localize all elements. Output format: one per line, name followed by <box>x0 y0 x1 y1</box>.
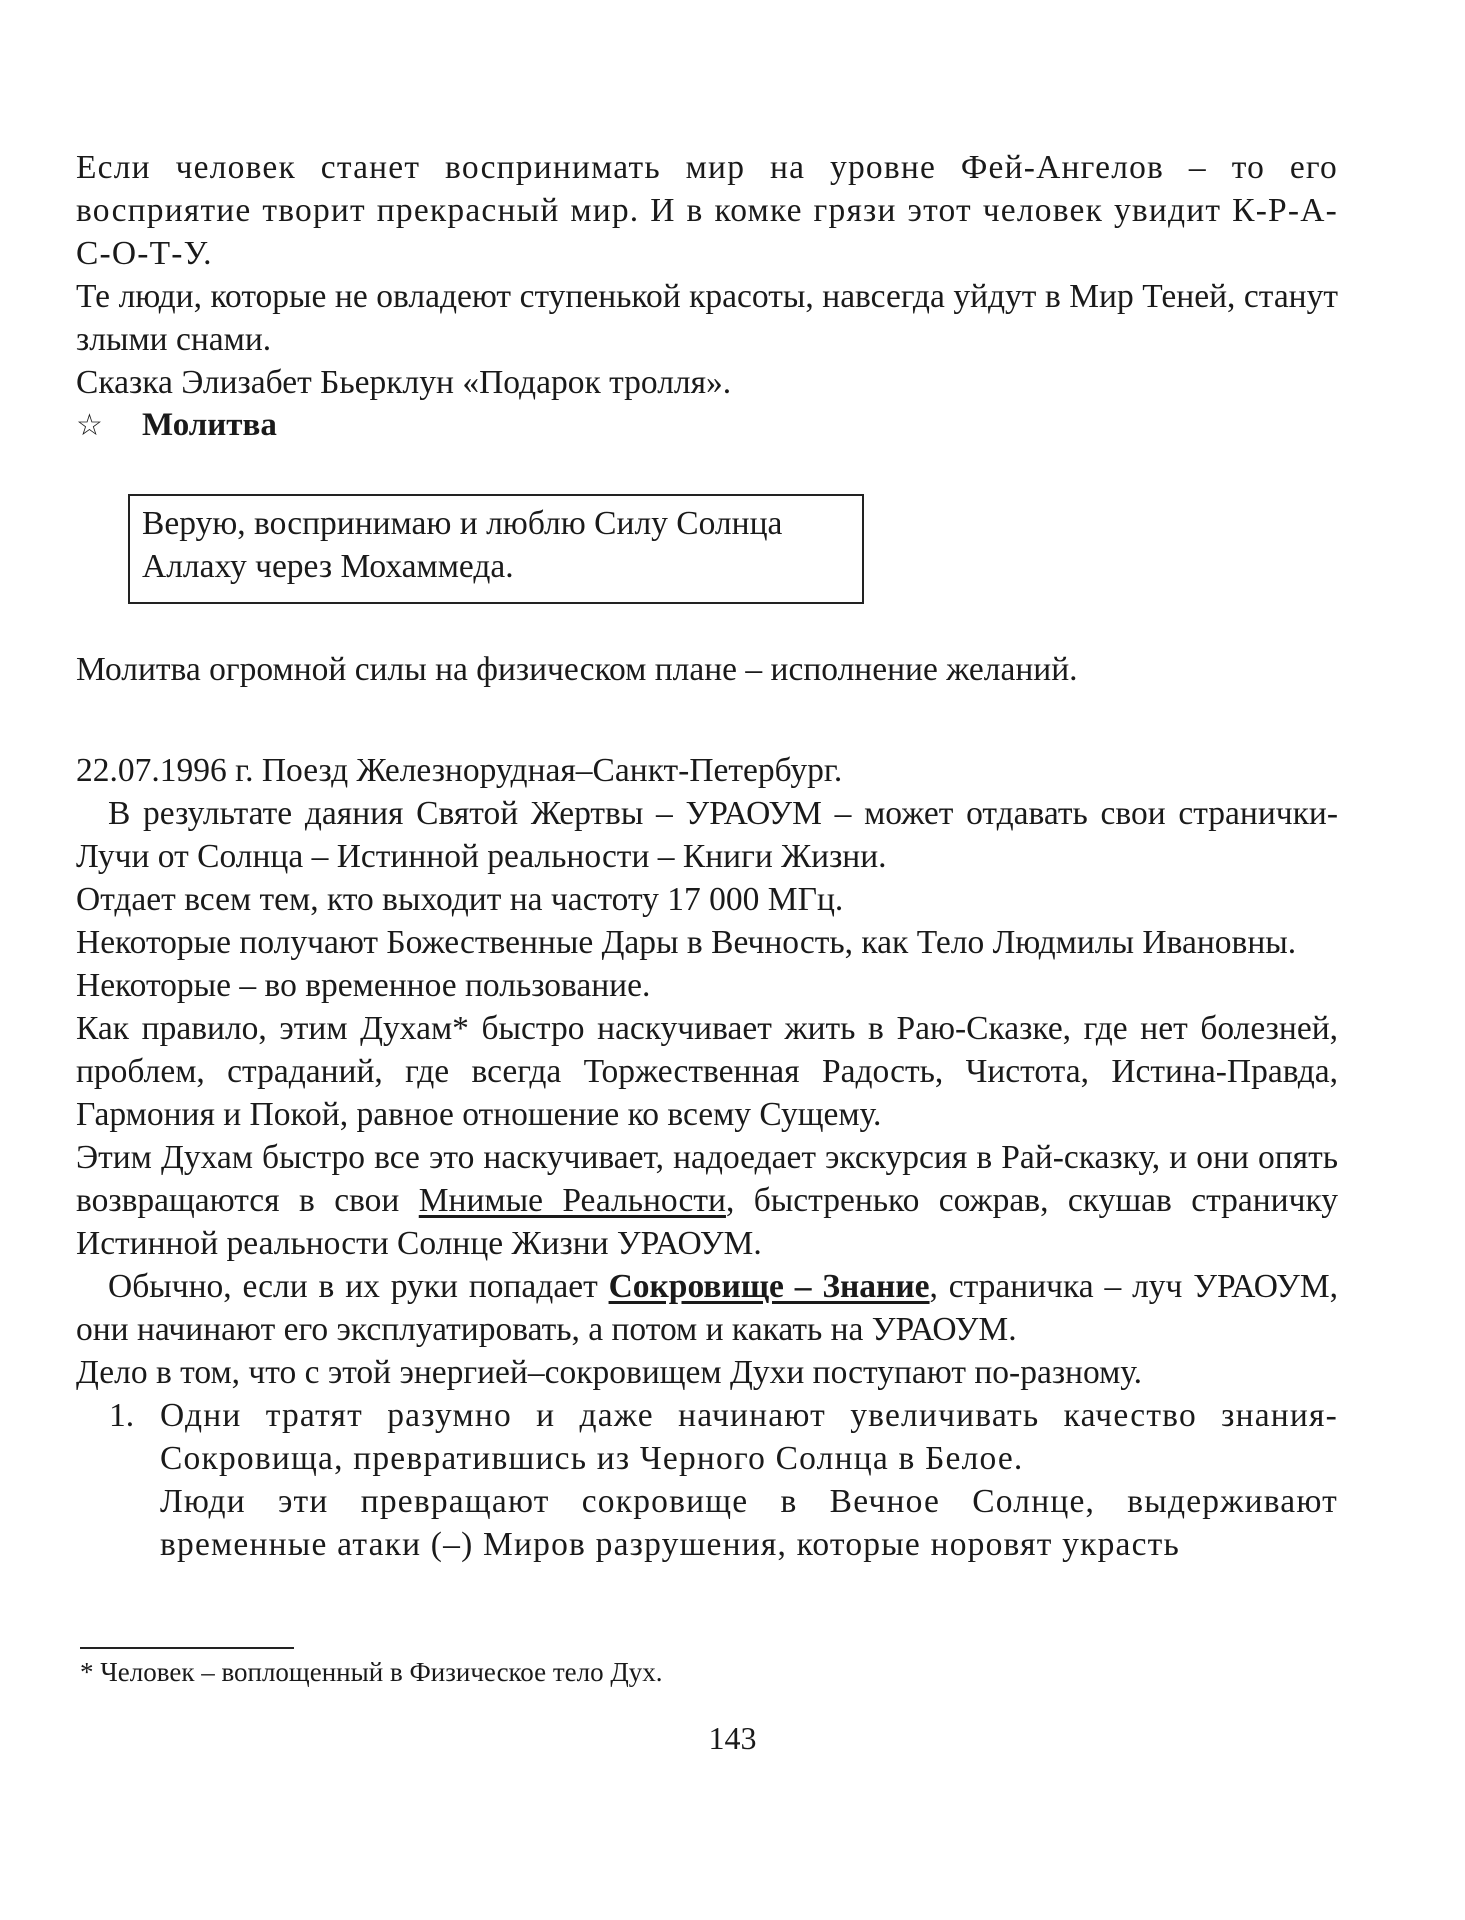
text-run: Обычно, если в их руки попадает <box>108 1268 609 1305</box>
journal-paragraph <box>76 1265 1338 1351</box>
list-item <box>76 1394 1338 1566</box>
footnote-divider <box>80 1647 294 1649</box>
journal-paragraph: Дело в том, что с этой энергией–сокровищем Духи поступают по-разному. <box>76 1354 1143 1391</box>
text-run: Этим Духам быстро все это наскучивает, надоедает экскурсия в Рай-сказку, и они опять возвращаются в свои <box>76 1139 1338 1219</box>
list-item-text: Люди эти превращают сокровище в Вечное Солнце, выдерживают временные атаки (–) Миров разрушения, которые норовят украсть <box>160 1483 1338 1563</box>
paragraph-world-of-shadows: Те люди, которые не овладеют ступенькой красоты, навсегда уйдут в Мир Теней, станут злыми снами. <box>76 278 1338 358</box>
star-icon: ☆ <box>76 409 103 442</box>
journal-paragraph: Отдает всем тем, кто выходит на частоту 17 000 МГц. <box>76 881 844 918</box>
prayer-line-1: Верую, воспринимаю и люблю Силу Солнца <box>142 505 783 542</box>
section-heading <box>76 404 1338 447</box>
prayer-line-2: Аллаху через Мохаммеда. <box>142 548 514 585</box>
journal-paragraph: Как правило, этим Духам* быстро наскучивает жить в Раю-Сказке, где нет болезней, проблем, страданий, где всегда Торжественная Радость, Чистота, Истина-Правда, Гармония и Покой, равное отношение ко всему Сущему. <box>76 1010 1338 1133</box>
journal-paragraph <box>76 1136 1338 1265</box>
text-run: , страничка – луч УРАОУМ, они начинают его эксплуатировать, а потом и какать на УРАОУМ. <box>76 1268 1338 1348</box>
footnote: * Человек – воплощенный в Физическое тело Дух. <box>80 1657 663 1687</box>
list-item-text: Одни тратят разумно и даже начинают увеличивать качество знания-Сокровища, превратившись из Черного Солнца в Белое. <box>160 1397 1338 1477</box>
paragraph-prayer-power: Молитва огромной силы на физическом плане – исполнение желаний. <box>76 651 1078 688</box>
journal-paragraph: Некоторые получают Божественные Дары в Вечность, как Тело Людмилы Ивановны. <box>76 924 1297 961</box>
page-number: 143 <box>708 1720 757 1756</box>
list-item-number: 1. <box>109 1397 135 1434</box>
underlined-phrase: Мнимые Реальности <box>418 1182 726 1219</box>
bold-underlined-phrase: Сокровище – Знание <box>608 1268 930 1305</box>
paragraph-fairy-angels: Если человек станет воспринимать мир на уровне Фей-Ангелов – то его восприятие творит прекрасный мир. И в комке грязи этот человек увидит К-Р-А-С-О-Т-У. <box>76 149 1338 272</box>
text-run: , быстренько сожрав, скушав страничку Истинной реальности Солнце Жизни УРАОУМ. <box>76 1182 1338 1262</box>
paragraph-tale-source: Сказка Элизабет Бьерклун «Подарок тролля». <box>76 364 732 401</box>
section-title: Молитва <box>142 407 277 443</box>
page-content <box>76 146 1338 1566</box>
journal-paragraph: Некоторые – во временное пользование. <box>76 967 651 1004</box>
numbered-list <box>76 1394 1338 1566</box>
journal-paragraph: В результате даяния Святой Жертвы – УРАОУМ – может отдавать свои странички-Лучи от Солнца – Истинной реальности – Книги Жизни. <box>76 795 1338 875</box>
prayer-box <box>128 494 864 604</box>
journal-date-line: 22.07.1996 г. Поезд Железнорудная–Санкт-Петербург. <box>76 752 843 789</box>
